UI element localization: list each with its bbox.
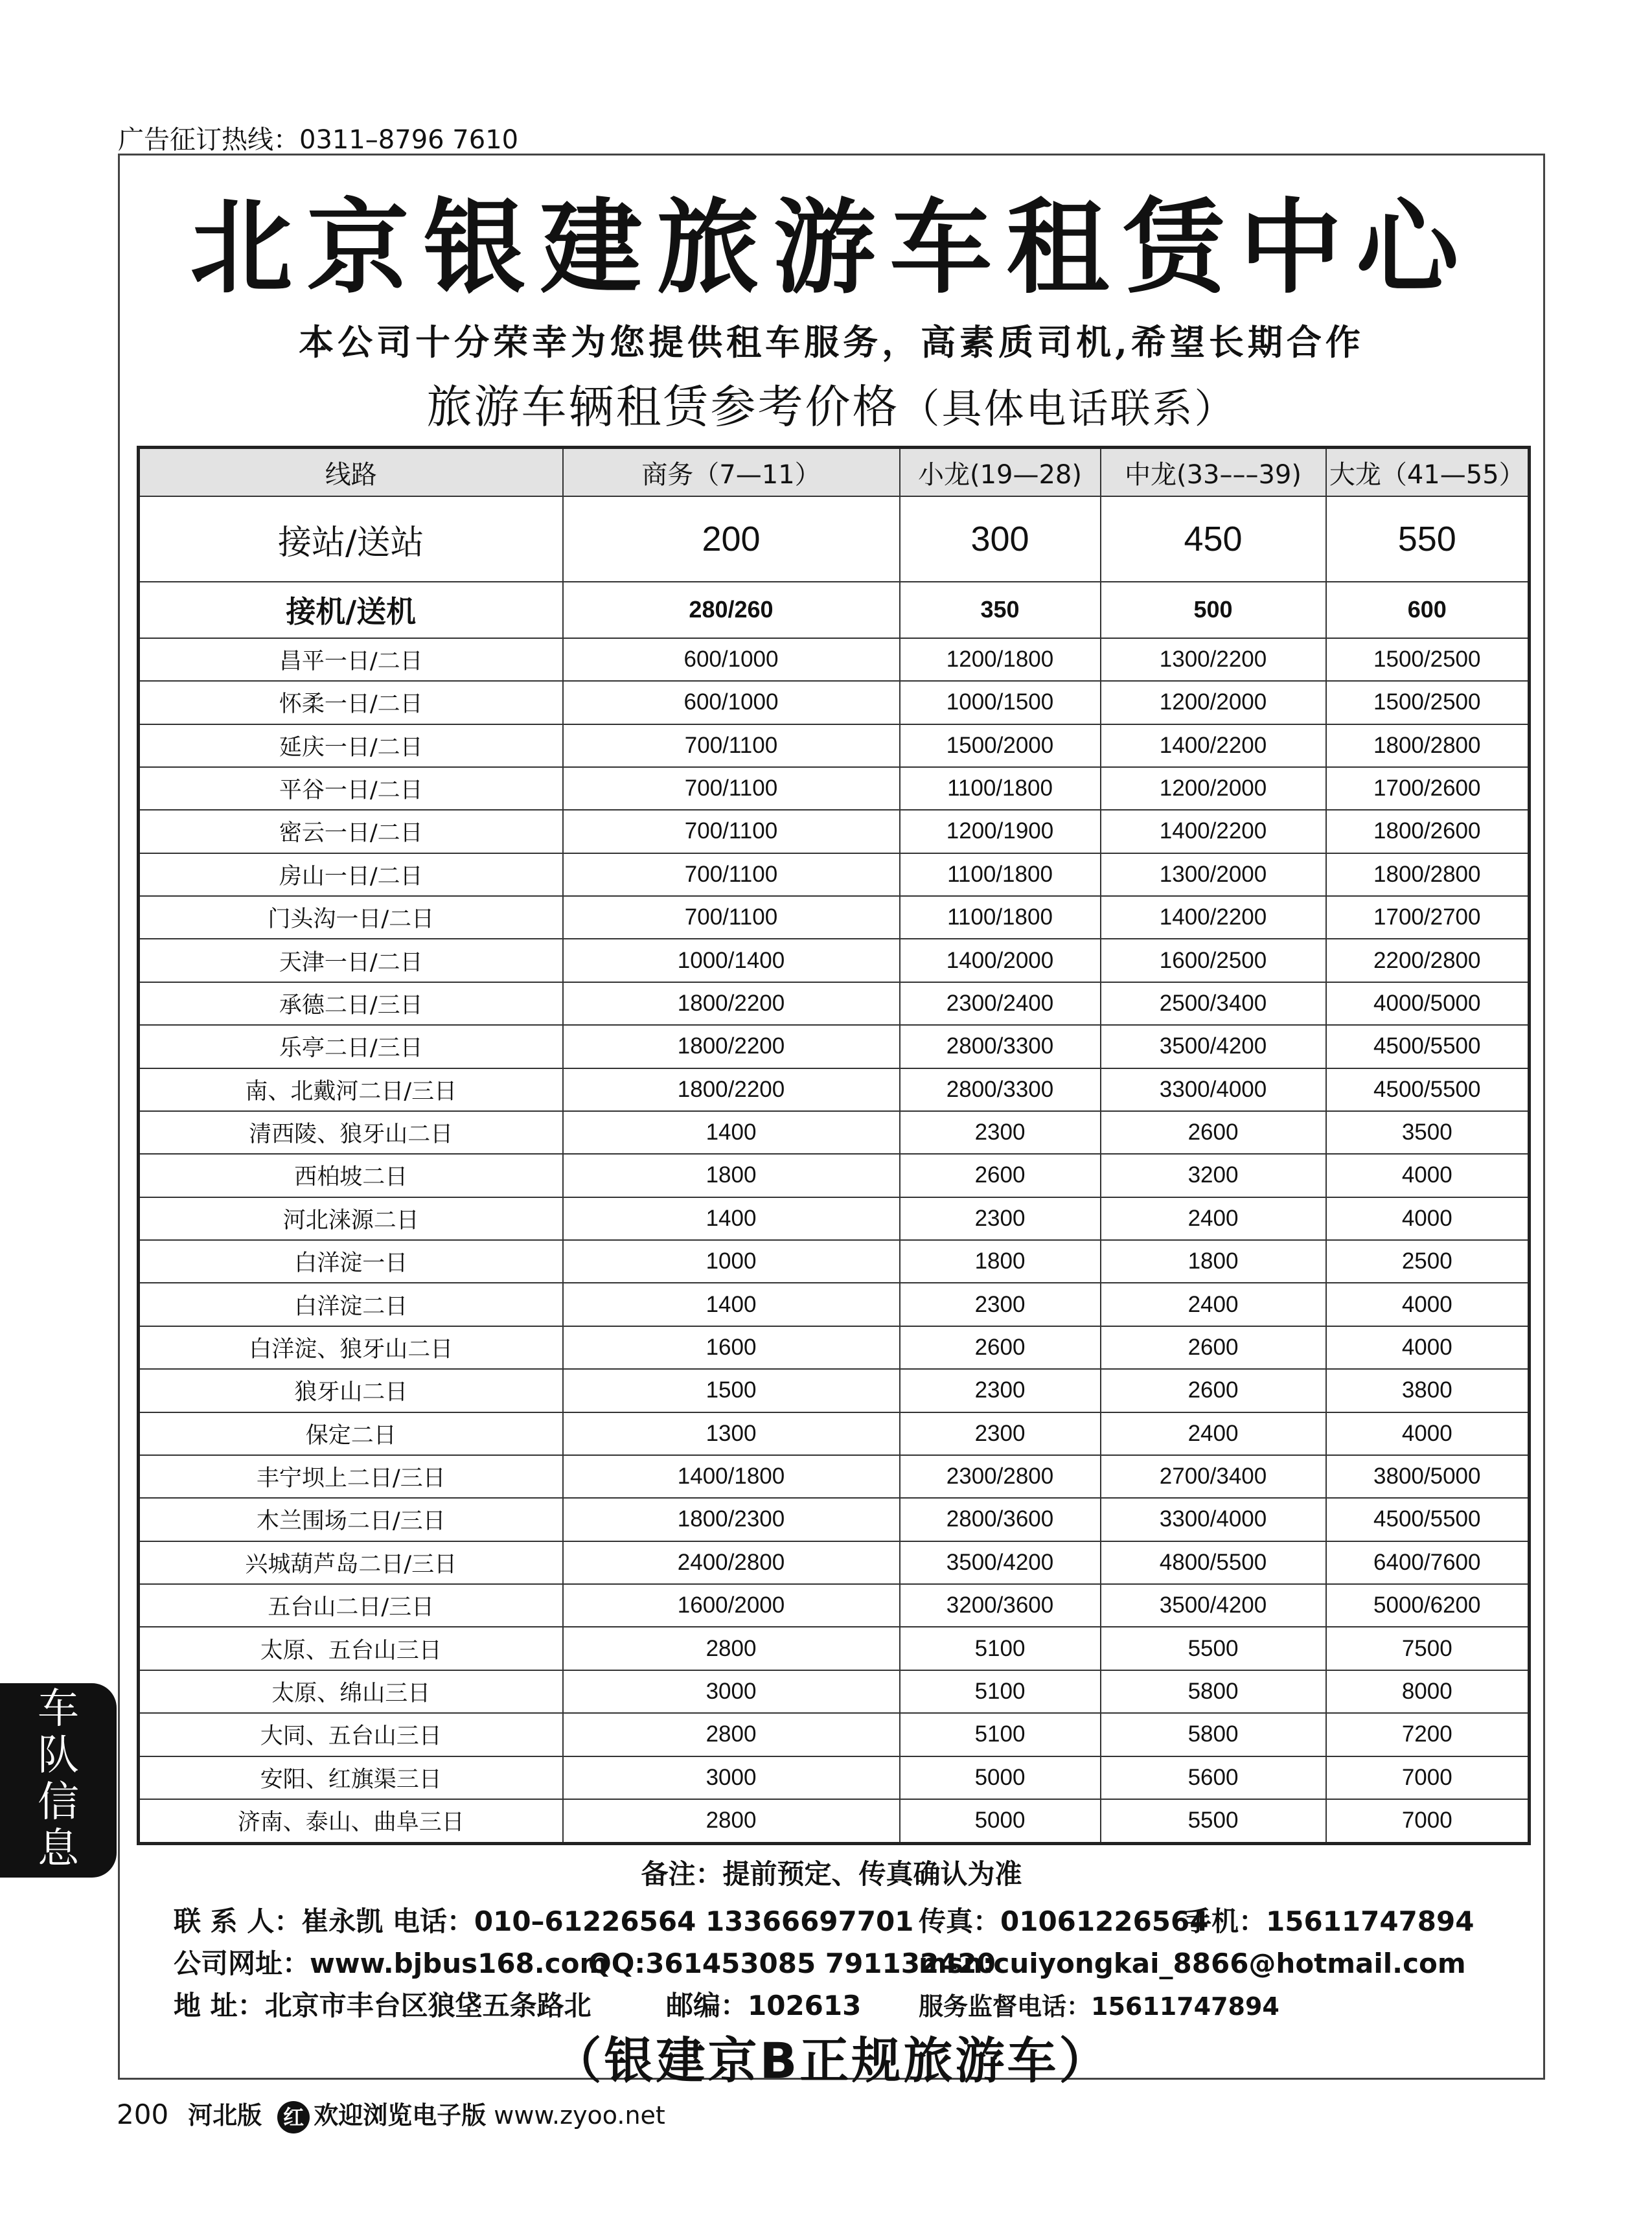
price-cell: 3000 [563, 1756, 900, 1799]
header-business: 商务（7—11） [563, 448, 900, 497]
price-cell: 2800 [563, 1799, 900, 1844]
route-cell: 白洋淀、狼牙山二日 [139, 1326, 563, 1369]
route-cell: 木兰围场二日/三日 [139, 1498, 563, 1541]
price-cell: 2400 [1101, 1197, 1326, 1240]
price-cell: 700/1100 [563, 810, 900, 853]
table-row [139, 1670, 1530, 1713]
route-cell: 丰宁坝上二日/三日 [139, 1455, 563, 1498]
price-cell: 6400/7600 [1326, 1541, 1530, 1584]
table-row [139, 1154, 1530, 1197]
contact-person-phone: 联 系 人：崔永凯 电话：010–61226564 13366697701 [174, 1905, 914, 1937]
contact-supervise-phone: 服务监督电话：15611747894 [919, 1992, 1279, 2021]
price-cell: 500 [1101, 582, 1326, 638]
price-cell: 2800 [563, 1713, 900, 1756]
price-cell: 5100 [900, 1627, 1101, 1670]
price-cell: 600/1000 [563, 681, 900, 724]
price-subtitle-main: 旅游车辆租赁参考价格 [426, 380, 900, 433]
tab-char: 队 [38, 1732, 79, 1780]
price-cell: 2500/3400 [1101, 982, 1326, 1025]
contact-line-2 [174, 1942, 1466, 1981]
price-cell: 5500 [1101, 1799, 1326, 1844]
price-cell: 1400/2200 [1101, 724, 1326, 767]
price-cell: 2600 [900, 1326, 1101, 1369]
price-cell: 2300 [900, 1412, 1101, 1455]
route-cell: 河北涞源二日 [139, 1197, 563, 1240]
route-cell: 房山一日/二日 [139, 853, 563, 896]
contact-postcode: 邮编：102613 [666, 1990, 862, 2021]
table-row [139, 1111, 1530, 1154]
price-cell: 700/1100 [563, 853, 900, 896]
route-cell: 济南、泰山、曲阜三日 [139, 1799, 563, 1844]
route-cell: 接机/送机 [139, 582, 563, 638]
route-cell: 安阳、红旗渠三日 [139, 1756, 563, 1799]
tab-char: 车 [38, 1685, 79, 1733]
price-cell: 3000 [563, 1670, 900, 1713]
table-row [139, 1498, 1530, 1541]
price-cell: 1100/1800 [900, 767, 1101, 810]
price-cell: 2500 [1326, 1240, 1530, 1283]
header-small-coach: 小龙(19—28) [900, 448, 1101, 497]
price-cell: 8000 [1326, 1670, 1530, 1713]
price-cell: 2800/3300 [900, 1068, 1101, 1111]
contact-qq: QQ:361453085 791132420 [588, 1948, 996, 1979]
price-cell: 2600 [1101, 1326, 1326, 1369]
booking-note: 备注：提前预定、传真确认为准 [641, 1858, 1022, 1890]
price-cell: 2800/3600 [900, 1498, 1101, 1541]
price-cell: 1800/2300 [563, 1498, 900, 1541]
price-cell: 1800/2200 [563, 1025, 900, 1068]
route-cell: 承德二日/三日 [139, 982, 563, 1025]
route-cell: 清西陵、狼牙山二日 [139, 1111, 563, 1154]
table-row [139, 1283, 1530, 1326]
price-cell: 3300/4000 [1101, 1498, 1326, 1541]
welcome-text: 欢迎浏览电子版 [314, 2101, 487, 2130]
header-medium-coach: 中龙(33–––39) [1101, 448, 1326, 497]
price-subtitle-paren: （具体电话联系） [899, 385, 1237, 432]
table-row [139, 853, 1530, 896]
page-number: 200 [117, 2098, 169, 2130]
price-cell: 1000/1500 [900, 681, 1101, 724]
price-cell: 200 [563, 496, 900, 582]
route-cell: 延庆一日/二日 [139, 724, 563, 767]
contact-line-1 [174, 1900, 1474, 1939]
price-cell: 550 [1326, 496, 1530, 582]
price-cell: 1800/2200 [563, 982, 900, 1025]
price-cell: 1400 [563, 1283, 900, 1326]
header-route: 线路 [139, 448, 563, 497]
price-cell: 1100/1800 [900, 896, 1101, 939]
page-footer [117, 2095, 665, 2133]
price-cell: 4000 [1326, 1283, 1530, 1326]
price-cell: 3800 [1326, 1369, 1530, 1412]
route-cell: 昌平一日/二日 [139, 638, 563, 681]
table-row [139, 982, 1530, 1025]
price-cell: 5000/6200 [1326, 1584, 1530, 1627]
price-cell: 1600 [563, 1326, 900, 1369]
price-cell: 3500 [1326, 1111, 1530, 1154]
price-cell: 3200 [1101, 1154, 1326, 1197]
contact-fax: 传真：01061226564 [919, 1905, 1209, 1937]
price-cell: 1800 [1101, 1240, 1326, 1283]
price-cell: 1800 [900, 1240, 1101, 1283]
price-cell: 2400 [1101, 1283, 1326, 1326]
price-cell: 5100 [900, 1713, 1101, 1756]
price-cell: 7200 [1326, 1713, 1530, 1756]
price-subtitle [118, 371, 1545, 436]
price-cell: 600/1000 [563, 638, 900, 681]
price-cell: 2600 [1101, 1111, 1326, 1154]
contact-address: 地 址：北京市丰台区狼垡五条路北 [174, 1990, 591, 2021]
website-link[interactable]: www.zyoo.net [494, 2101, 665, 2130]
price-cell: 5000 [900, 1756, 1101, 1799]
route-cell: 南、北戴河二日/三日 [139, 1068, 563, 1111]
route-cell: 乐亭二日/三日 [139, 1025, 563, 1068]
price-cell: 2400 [1101, 1412, 1326, 1455]
price-cell: 1400/2000 [900, 939, 1101, 982]
price-table [137, 446, 1531, 1845]
price-cell: 1200/1900 [900, 810, 1101, 853]
price-cell: 2300/2800 [900, 1455, 1101, 1498]
company-title: 北京银建旅游车租赁中心 [190, 188, 1473, 308]
price-cell: 1000/1400 [563, 939, 900, 982]
price-cell: 2300/2400 [900, 982, 1101, 1025]
price-cell: 1800 [563, 1154, 900, 1197]
route-cell: 西柏坡二日 [139, 1154, 563, 1197]
route-cell: 平谷一日/二日 [139, 767, 563, 810]
price-cell: 1300 [563, 1412, 900, 1455]
contact-mobile: 手机：15611747894 [1184, 1905, 1474, 1937]
price-cell: 4800/5500 [1101, 1541, 1326, 1584]
route-cell: 太原、绵山三日 [139, 1670, 563, 1713]
price-cell: 1200/2000 [1101, 767, 1326, 810]
route-cell: 天津一日/二日 [139, 939, 563, 982]
bottom-slogan: （银建京B正规旅游车） [552, 2032, 1111, 2089]
contact-msn: msn:cuiyongkai_8866@hotmail.com [919, 1948, 1466, 1979]
price-cell: 3500/4200 [900, 1541, 1101, 1584]
price-cell: 1000 [563, 1240, 900, 1283]
price-cell: 7000 [1326, 1799, 1530, 1844]
table-row [139, 724, 1530, 767]
ad-hotline: 广告征订热线：0311–8796 7610 [118, 125, 519, 155]
price-cell: 1600/2000 [563, 1584, 900, 1627]
price-cell: 5800 [1101, 1670, 1326, 1713]
header-large-coach: 大龙（41—55） [1326, 448, 1530, 497]
price-table-body [139, 496, 1530, 1844]
table-row [139, 681, 1530, 724]
route-cell: 兴城葫芦岛二日/三日 [139, 1541, 563, 1584]
price-cell: 700/1100 [563, 724, 900, 767]
price-cell: 7500 [1326, 1627, 1530, 1670]
price-cell: 450 [1101, 496, 1326, 582]
route-cell: 狼牙山二日 [139, 1369, 563, 1412]
price-cell: 4500/5500 [1326, 1068, 1530, 1111]
price-cell: 1700/2700 [1326, 896, 1530, 939]
table-row [139, 638, 1530, 681]
price-cell: 300 [900, 496, 1101, 582]
table-row [139, 1240, 1530, 1283]
edition-label: 河北版 [188, 2101, 262, 2130]
price-cell: 280/260 [563, 582, 900, 638]
price-cell: 2700/3400 [1101, 1455, 1326, 1498]
table-row [139, 496, 1530, 582]
price-cell: 2800/3300 [900, 1025, 1101, 1068]
table-row [139, 1369, 1530, 1412]
price-cell: 3500/4200 [1101, 1025, 1326, 1068]
price-cell: 1400 [563, 1111, 900, 1154]
price-cell: 3300/4000 [1101, 1068, 1326, 1111]
price-cell: 1400/1800 [563, 1455, 900, 1498]
price-cell: 2300 [900, 1369, 1101, 1412]
price-cell: 700/1100 [563, 896, 900, 939]
price-cell: 1800/2200 [563, 1068, 900, 1111]
table-row [139, 1713, 1530, 1756]
tab-char: 信 [38, 1778, 79, 1826]
table-row [139, 1584, 1530, 1627]
price-cell: 5000 [900, 1799, 1101, 1844]
price-cell: 1200/2000 [1101, 681, 1326, 724]
table-row [139, 939, 1530, 982]
price-cell: 2400/2800 [563, 1541, 900, 1584]
route-cell: 白洋淀二日 [139, 1283, 563, 1326]
route-cell: 怀柔一日/二日 [139, 681, 563, 724]
price-cell: 1300/2200 [1101, 638, 1326, 681]
price-cell: 5100 [900, 1670, 1101, 1713]
price-cell: 1500/2500 [1326, 681, 1530, 724]
table-row [139, 1412, 1530, 1455]
table-row [139, 767, 1530, 810]
table-row [139, 1197, 1530, 1240]
price-cell: 1800/2800 [1326, 724, 1530, 767]
price-cell: 1800/2800 [1326, 853, 1530, 896]
table-row [139, 582, 1530, 638]
price-cell: 4500/5500 [1326, 1498, 1530, 1541]
price-cell: 1400/2200 [1101, 896, 1326, 939]
table-row [139, 1455, 1530, 1498]
contact-website: 公司网址：www.bjbus168.com [174, 1948, 608, 1979]
price-cell: 3200/3600 [900, 1584, 1101, 1627]
price-cell: 2300 [900, 1197, 1101, 1240]
price-cell: 3800/5000 [1326, 1455, 1530, 1498]
price-cell: 1500/2000 [900, 724, 1101, 767]
price-cell: 5800 [1101, 1713, 1326, 1756]
table-row [139, 896, 1530, 939]
route-cell: 保定二日 [139, 1412, 563, 1455]
company-slogan: 本公司十分荣幸为您提供租车服务，高素质司机,希望长期合作 [299, 321, 1364, 363]
red-logo-icon: 红 [277, 2101, 310, 2133]
route-cell: 五台山二日/三日 [139, 1584, 563, 1627]
table-row [139, 1025, 1530, 1068]
section-tab-fleet-info [0, 1683, 117, 1878]
price-cell: 1500/2500 [1326, 638, 1530, 681]
table-row [139, 1541, 1530, 1584]
price-cell: 1200/1800 [900, 638, 1101, 681]
price-cell: 4000 [1326, 1412, 1530, 1455]
route-cell: 白洋淀一日 [139, 1240, 563, 1283]
price-cell: 4000 [1326, 1326, 1530, 1369]
route-cell: 大同、五台山三日 [139, 1713, 563, 1756]
price-cell: 3500/4200 [1101, 1584, 1326, 1627]
price-cell: 700/1100 [563, 767, 900, 810]
route-cell: 密云一日/二日 [139, 810, 563, 853]
price-cell: 2200/2800 [1326, 939, 1530, 982]
price-cell: 1100/1800 [900, 853, 1101, 896]
price-cell: 1500 [563, 1369, 900, 1412]
route-cell: 接站/送站 [139, 496, 563, 582]
route-cell: 门头沟一日/二日 [139, 896, 563, 939]
price-cell: 1700/2600 [1326, 767, 1530, 810]
table-row [139, 1627, 1530, 1670]
price-cell: 4000 [1326, 1197, 1530, 1240]
price-cell: 2800 [563, 1627, 900, 1670]
table-row [139, 810, 1530, 853]
price-cell: 2300 [900, 1111, 1101, 1154]
price-cell: 1400 [563, 1197, 900, 1240]
price-cell: 5500 [1101, 1627, 1326, 1670]
price-cell: 7000 [1326, 1756, 1530, 1799]
price-cell: 4000/5000 [1326, 982, 1530, 1025]
contact-line-3 [174, 1984, 1279, 2023]
route-cell: 太原、五台山三日 [139, 1627, 563, 1670]
table-row [139, 1326, 1530, 1369]
price-table-header [139, 448, 1530, 497]
price-cell: 1300/2000 [1101, 853, 1326, 896]
table-row [139, 1799, 1530, 1844]
table-row [139, 1756, 1530, 1799]
price-cell: 1800/2600 [1326, 810, 1530, 853]
price-cell: 5600 [1101, 1756, 1326, 1799]
price-cell: 2600 [900, 1154, 1101, 1197]
price-cell: 1400/2200 [1101, 810, 1326, 853]
price-cell: 2300 [900, 1283, 1101, 1326]
price-cell: 2600 [1101, 1369, 1326, 1412]
price-cell: 600 [1326, 582, 1530, 638]
price-cell: 4500/5500 [1326, 1025, 1530, 1068]
tab-char: 息 [38, 1825, 79, 1873]
table-row [139, 1068, 1530, 1111]
price-cell: 350 [900, 582, 1101, 638]
price-cell: 1600/2500 [1101, 939, 1326, 982]
price-cell: 4000 [1326, 1154, 1530, 1197]
